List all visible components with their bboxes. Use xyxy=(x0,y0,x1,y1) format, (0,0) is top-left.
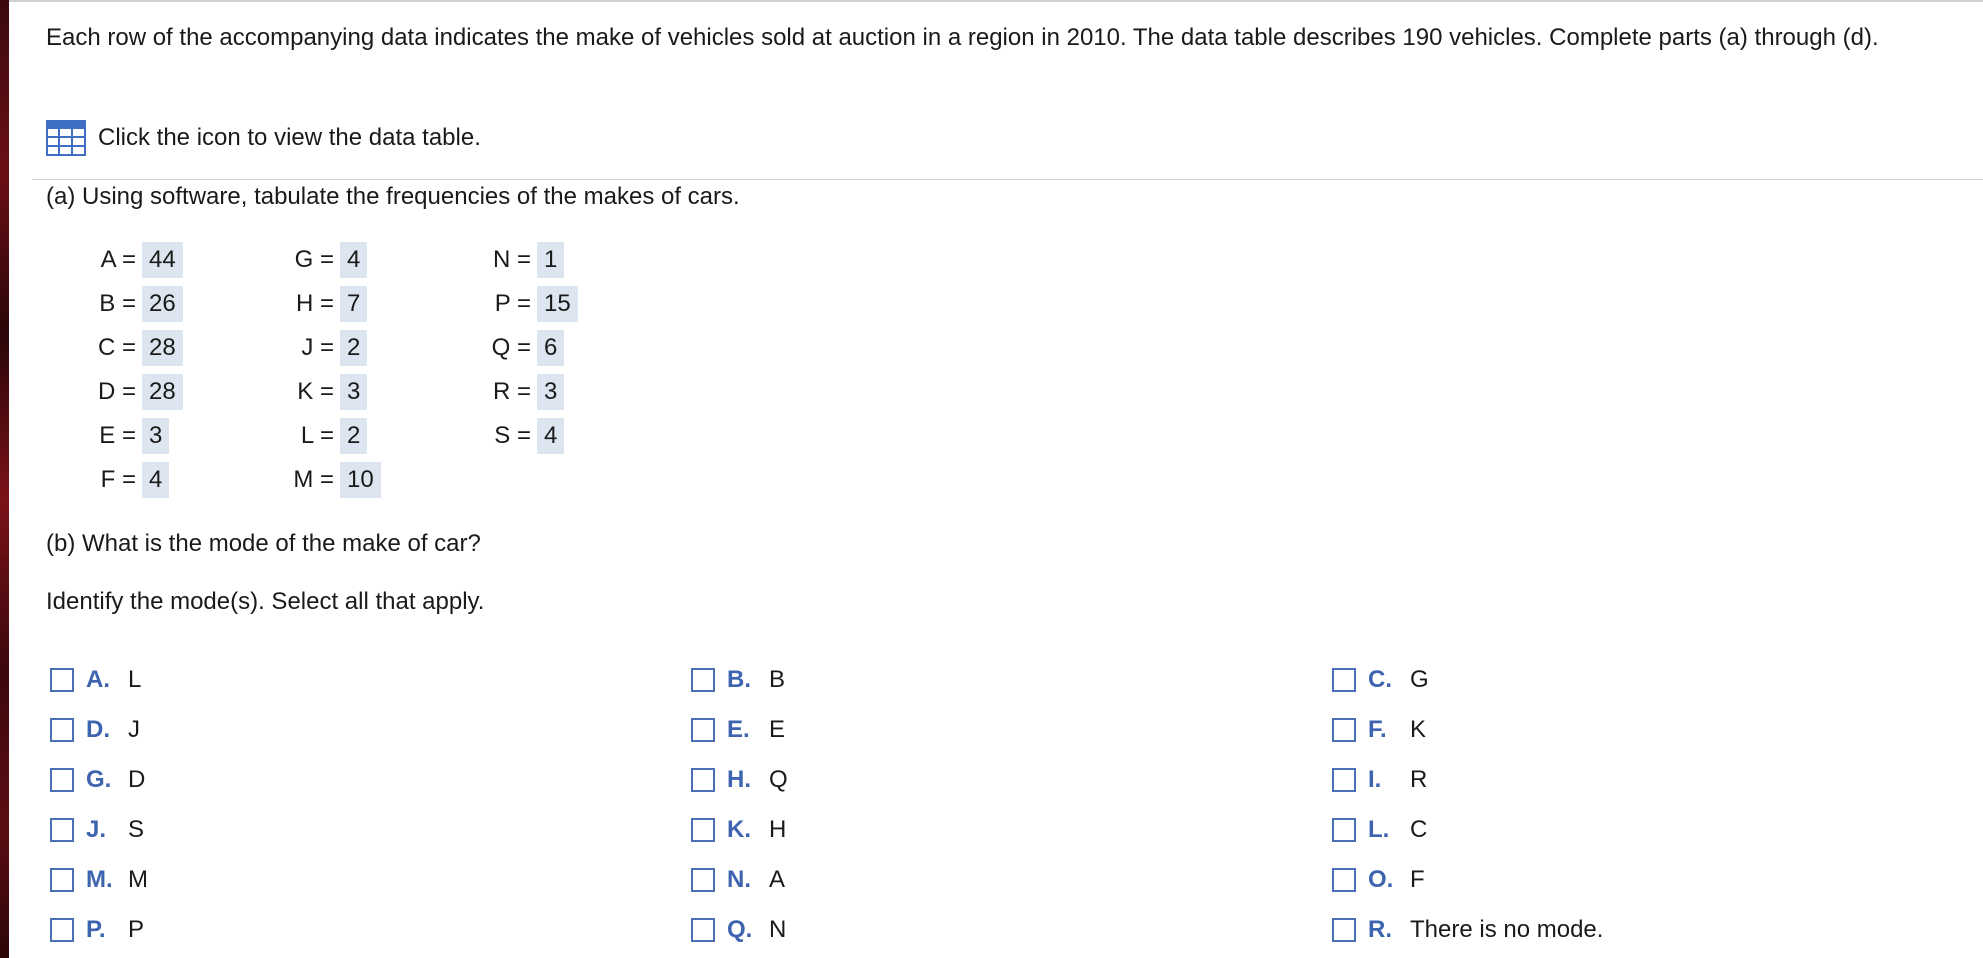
checkbox[interactable] xyxy=(1332,768,1356,792)
choice-letter: M. xyxy=(86,866,113,893)
section-divider xyxy=(32,179,1983,180)
choice-answer: C xyxy=(1410,816,1428,843)
freq-label: N = xyxy=(492,246,531,273)
choice-k[interactable] xyxy=(691,814,786,846)
freq-value[interactable]: 7 xyxy=(340,286,367,322)
checkbox[interactable] xyxy=(50,918,74,942)
choice-letter: F. xyxy=(1368,716,1387,743)
choice-r[interactable] xyxy=(1332,914,1603,946)
freq-value[interactable]: 4 xyxy=(537,418,564,454)
part-a-prompt: (a) Using software, tabulate the frequencies of the makes of cars. xyxy=(46,183,740,210)
choice-letter: A. xyxy=(86,666,110,693)
freq-row-a xyxy=(92,242,183,278)
choice-answer: Q xyxy=(769,766,788,793)
problem-intro: Each row of the accompanying data indicates the make of vehicles sold at auction in a region in 2010. The data table describes 190 vehicles. Complete parts (a) through (d). xyxy=(46,24,1879,51)
choice-answer: H xyxy=(769,816,787,843)
choice-answer: S xyxy=(128,816,145,843)
freq-value[interactable]: 26 xyxy=(142,286,183,322)
checkbox[interactable] xyxy=(1332,718,1356,742)
freq-label: R = xyxy=(492,378,531,405)
checkbox[interactable] xyxy=(1332,668,1356,692)
top-divider xyxy=(9,0,1983,2)
choice-p[interactable] xyxy=(50,914,144,946)
choice-c[interactable] xyxy=(1332,664,1429,696)
freq-label: K = xyxy=(297,378,334,405)
choice-answer: R xyxy=(1410,766,1428,793)
checkbox[interactable] xyxy=(50,818,74,842)
window-edge-strip xyxy=(0,0,9,958)
checkbox[interactable] xyxy=(50,868,74,892)
choice-answer: L xyxy=(128,666,142,693)
freq-row-s xyxy=(486,418,564,454)
checkbox[interactable] xyxy=(691,718,715,742)
freq-label: F = xyxy=(100,466,136,493)
freq-value[interactable]: 2 xyxy=(340,330,367,366)
choice-letter: D. xyxy=(86,716,110,743)
freq-value[interactable]: 3 xyxy=(340,374,367,410)
choice-letter: E. xyxy=(727,716,750,743)
choice-i[interactable] xyxy=(1332,764,1427,796)
choice-f[interactable] xyxy=(1332,714,1426,746)
choice-letter: J. xyxy=(86,816,107,843)
choice-letter: I. xyxy=(1368,766,1382,793)
freq-label: B = xyxy=(99,290,136,317)
freq-value[interactable]: 28 xyxy=(142,330,183,366)
choice-answer: B xyxy=(769,666,786,693)
freq-value[interactable]: 15 xyxy=(537,286,578,322)
freq-row-r xyxy=(486,374,564,410)
checkbox[interactable] xyxy=(50,768,74,792)
checkbox[interactable] xyxy=(691,918,715,942)
freq-value[interactable]: 4 xyxy=(340,242,367,278)
choice-answer: A xyxy=(769,866,786,893)
freq-value[interactable]: 28 xyxy=(142,374,183,410)
freq-label: E = xyxy=(99,422,136,449)
freq-value[interactable]: 4 xyxy=(142,462,169,498)
choice-letter: C. xyxy=(1368,666,1392,693)
choice-answer: N xyxy=(769,916,787,943)
freq-row-m xyxy=(286,462,381,498)
choice-letter: O. xyxy=(1368,866,1394,893)
choice-answer: M xyxy=(128,866,148,893)
freq-row-f xyxy=(92,462,169,498)
checkbox[interactable] xyxy=(1332,818,1356,842)
choice-letter: Q. xyxy=(727,916,753,943)
choice-b[interactable] xyxy=(691,664,785,696)
choice-letter: N. xyxy=(727,866,751,893)
freq-row-p xyxy=(486,286,578,322)
checkbox[interactable] xyxy=(1332,918,1356,942)
choice-answer: P xyxy=(128,916,145,943)
freq-row-e xyxy=(92,418,169,454)
choice-l[interactable] xyxy=(1332,814,1427,846)
choice-e[interactable] xyxy=(691,714,785,746)
choice-answer: J xyxy=(128,716,140,743)
checkbox[interactable] xyxy=(691,868,715,892)
checkbox[interactable] xyxy=(691,668,715,692)
freq-label: L = xyxy=(300,422,334,449)
choice-answer: G xyxy=(1410,666,1429,693)
choice-a[interactable] xyxy=(50,664,141,696)
freq-row-c xyxy=(92,330,183,366)
freq-value[interactable]: 1 xyxy=(537,242,564,278)
freq-label: A = xyxy=(100,246,136,273)
view-data-table-label[interactable]: Click the icon to view the data table. xyxy=(98,124,481,151)
choice-answer: K xyxy=(1410,716,1427,743)
freq-label: P = xyxy=(494,290,531,317)
freq-row-j xyxy=(286,330,367,366)
choice-q[interactable] xyxy=(691,914,786,946)
choice-letter: P. xyxy=(86,916,106,943)
choice-answer: D xyxy=(128,766,146,793)
freq-row-h xyxy=(286,286,367,322)
choice-n[interactable] xyxy=(691,864,785,896)
checkbox[interactable] xyxy=(50,718,74,742)
freq-value[interactable]: 3 xyxy=(142,418,169,454)
choice-m[interactable] xyxy=(50,864,148,896)
freq-label: H = xyxy=(295,290,334,317)
choice-letter: B. xyxy=(727,666,751,693)
part-b-instruction: Identify the mode(s). Select all that apply. xyxy=(46,588,485,615)
view-data-table-link[interactable] xyxy=(46,120,481,156)
freq-row-k xyxy=(286,374,367,410)
freq-row-b xyxy=(92,286,183,322)
freq-value[interactable]: 6 xyxy=(537,330,564,366)
freq-label: J = xyxy=(301,334,334,361)
choice-letter: K. xyxy=(727,816,751,843)
freq-label: G = xyxy=(294,246,334,273)
freq-value[interactable]: 44 xyxy=(142,242,183,278)
checkbox[interactable] xyxy=(691,768,715,792)
part-b-prompt: (b) What is the mode of the make of car? xyxy=(46,530,481,557)
freq-value[interactable]: 3 xyxy=(537,374,564,410)
freq-row-q xyxy=(486,330,564,366)
freq-row-l xyxy=(286,418,367,454)
choice-letter: R. xyxy=(1368,916,1392,943)
choice-d[interactable] xyxy=(50,714,140,746)
freq-value[interactable]: 2 xyxy=(340,418,367,454)
choice-letter: L. xyxy=(1368,816,1390,843)
choice-answer: F xyxy=(1410,866,1425,893)
checkbox[interactable] xyxy=(1332,868,1356,892)
choice-answer: There is no mode. xyxy=(1410,916,1604,943)
freq-row-g xyxy=(286,242,367,278)
freq-value[interactable]: 10 xyxy=(340,462,381,498)
freq-row-d xyxy=(92,374,183,410)
data-table-icon[interactable] xyxy=(46,120,86,156)
freq-label: D = xyxy=(97,378,136,405)
checkbox[interactable] xyxy=(691,818,715,842)
choice-letter: G. xyxy=(86,766,112,793)
freq-row-n xyxy=(486,242,564,278)
freq-label: M = xyxy=(293,466,334,493)
freq-label: S = xyxy=(494,422,531,449)
choice-answer: E xyxy=(769,716,786,743)
freq-label: C = xyxy=(97,334,136,361)
choice-h[interactable] xyxy=(691,764,788,796)
choice-j[interactable] xyxy=(50,814,144,846)
checkbox[interactable] xyxy=(50,668,74,692)
choice-o[interactable] xyxy=(1332,864,1425,896)
choice-letter: H. xyxy=(727,766,751,793)
choice-g[interactable] xyxy=(50,764,145,796)
freq-label: Q = xyxy=(491,334,531,361)
